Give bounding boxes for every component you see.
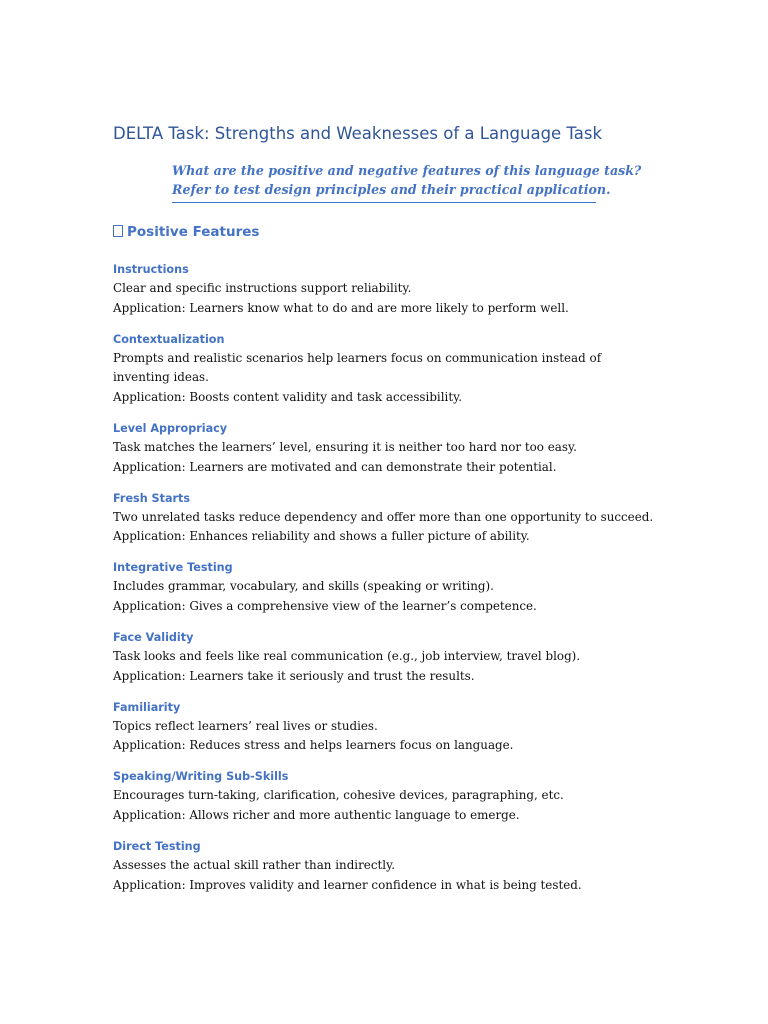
feature-item — [113, 419, 658, 477]
feature-item — [113, 558, 658, 616]
feature-application: Application: Enhances reliability and shows a fuller picture of ability. — [113, 529, 530, 544]
feature-description: Two unrelated tasks reduce dependency and offer more than one opportunity to succeed. — [113, 509, 654, 524]
feature-application: Application: Boosts content validity and task accessibility. — [113, 389, 463, 404]
feature-description: Task matches the learners’ level, ensuring it is neither too hard nor too easy. — [113, 439, 577, 454]
feature-title: Integrative Testing — [113, 561, 233, 575]
section-heading-text: Positive Features — [127, 224, 260, 240]
subtitle-block — [172, 161, 642, 203]
missing-glyph-icon — [113, 225, 123, 237]
feature-item — [113, 489, 658, 547]
feature-item — [113, 837, 658, 895]
feature-title: Instructions — [113, 263, 189, 276]
feature-description: Clear and specific instructions support reliability. — [113, 281, 412, 295]
page-title: DELTA Task: Strengths and Weaknesses of a Language Task — [113, 124, 603, 143]
subtitle-line-1: What are the positive and negative features of this language task? — [172, 163, 642, 178]
section-heading — [113, 224, 259, 240]
features-list — [113, 260, 658, 907]
feature-title: Speaking/Writing Sub-Skills — [113, 770, 289, 784]
feature-description: Topics reflect learners’ real lives or studies. — [113, 718, 378, 733]
feature-title: Level Appropriacy — [113, 421, 228, 435]
feature-description: Assesses the actual skill rather than indirectly. — [113, 858, 395, 873]
feature-description: Prompts and realistic scenarios help learners focus on communication instead of inventing ideas. — [113, 350, 602, 385]
feature-description: Encourages turn-taking, clarification, cohesive devices, paragraphing, etc. — [113, 788, 564, 803]
feature-title: Fresh Starts — [113, 491, 191, 505]
feature-description: Includes grammar, vocabulary, and skills (speaking or writing). — [113, 579, 494, 594]
feature-application: Application: Gives a comprehensive view of the learner’s competence. — [113, 598, 537, 613]
feature-title: Contextualization — [113, 332, 225, 346]
feature-application: Application: Improves validity and learner confidence in what is being tested. — [113, 877, 582, 892]
feature-application: Application: Learners take it seriously and trust the results. — [113, 668, 475, 683]
feature-item — [113, 698, 658, 756]
feature-title: Familiarity — [113, 700, 181, 714]
feature-item — [113, 260, 658, 318]
feature-application: Application: Allows richer and more authentic language to emerge. — [113, 808, 520, 822]
feature-application: Application: Learners are motivated and can demonstrate their potential. — [113, 459, 557, 474]
feature-item — [113, 767, 658, 825]
feature-application: Application: Learners know what to do and are more likely to perform well. — [113, 300, 569, 315]
subtitle-line-2: Refer to test design principles and their practical application. — [172, 182, 611, 197]
feature-description: Task looks and feels like real communication (e.g., job interview, travel blog). — [113, 649, 581, 664]
feature-item — [113, 330, 658, 408]
feature-application: Application: Reduces stress and helps learners focus on language. — [113, 738, 514, 753]
feature-item — [113, 628, 658, 686]
feature-title: Direct Testing — [113, 840, 201, 854]
feature-title: Face Validity — [113, 631, 194, 645]
